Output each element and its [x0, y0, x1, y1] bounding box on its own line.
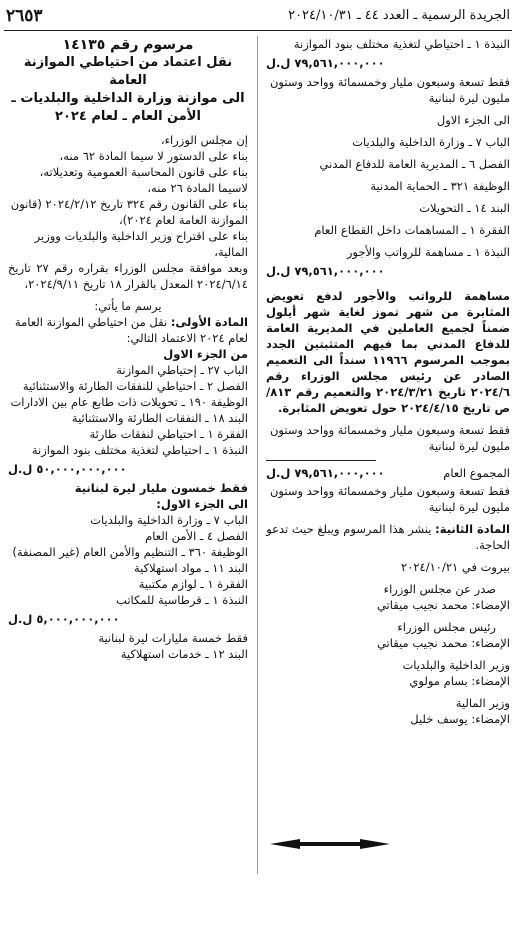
article-one-text: نقل من احتياطي الموازنة العامة لعام ٢٠٢٤ الاعتماد التالي:: [14, 315, 248, 345]
text-line: البند ١١ ـ مواد استهلاكية: [133, 561, 248, 575]
text-line: النبذة ١ ـ احتياطي لتغذية مختلف بنود الموازنة: [31, 443, 248, 457]
article-one-label: المادة الأولى:: [170, 315, 248, 329]
amount: ٥٠,٠٠٠,٠٠٠,٠٠٠ ل.ل: [8, 462, 127, 476]
article-two-label: المادة الثانية:: [435, 522, 510, 536]
decree-title-line: الأمن العام ـ لعام ٢٠٢٤: [55, 109, 201, 124]
decree-line: يرسم ما يأتي:: [94, 299, 162, 313]
article-two-text: ينشر هذا المرسوم ويبلغ حيث تدعو الحاجة.: [266, 522, 510, 552]
text-line: مليون ليرة لبنانية: [428, 91, 510, 105]
preamble-line: بناء على الدستور لا سيما المادة ٦٢ منه،: [59, 149, 248, 163]
article-one: [8, 314, 248, 346]
text-line: النبذة ١ ـ مساهمة للرواتب والأجور: [346, 245, 510, 259]
decree-number: مرسوم رقم ١٤١٣٥: [62, 37, 194, 53]
text-line: الفقرة ١ ـ احتياطي لنفقات طارئة: [89, 427, 248, 441]
place-date: بيروت في ٢٠٢٤/١٠/٢١: [401, 560, 510, 574]
page-header: [4, 6, 512, 28]
text-line: فقط تسعة وسبعون مليار وخمسمائة وواحد وستون: [269, 423, 510, 437]
text-line: الوظيفة ٣٦٠ ـ التنظيم والأمن العام (غير المصنفة): [12, 545, 248, 559]
header-title: الجريدة الرسمية ـ العدد ٤٤ ـ ٢٠٢٤/١٠/٣١: [288, 8, 510, 23]
text-line: الوظيفة ٣٢١ ـ الحماية المدنية: [370, 179, 510, 193]
preamble-line: بناء على قانون المحاسبة العمومية وتعديلاته، لاسيما المادة ٢٦ منه،: [39, 165, 248, 195]
signature-title: وزير المالية: [455, 696, 510, 710]
text-line: البند ١٢ ـ خدمات استهلاكية: [120, 647, 248, 661]
text-line: الباب ٧ ـ وزارة الداخلية والبلديات: [352, 135, 510, 149]
text-line: مليون ليرة لبنانية: [428, 439, 510, 453]
bold-paragraph: مساهمة للرواتب والأجور لدفع تعويض المثابرة من شهر تموز لغاية شهر أيلول ضمناً لجميع العاملين في المديرية العامة للدفاع المدني بما فيهم المتثبتين الجدد بموجب المرسوم ١١٩٦٦ سنداً الى التعميم الصادر عن رئيس مجلس الوزراء رقم ٢٠٢٤/٦ تاريخ ٢٠٢٤/٣/٢١ والتعميم رقم ٨١٣/ص تاريخ ٢٠٢٤/٤/١٥ حول تعويض المثابرة.: [266, 289, 510, 415]
text-line: الباب ٢٧ ـ إحتياطي الموازنة: [116, 363, 248, 377]
text-line: الفقرة ١ ـ المساهمات داخل القطاع العام: [314, 223, 510, 237]
column-divider: [257, 36, 258, 874]
total-label: المجموع العام: [443, 466, 510, 480]
preamble-line: وبعد موافقة مجلس الوزراء بقراره رقم ٢٧ تاريخ ٢٠٢٤/٦/١٤ المعدل بالقرار ١٨ تاريخ ٢٠٢٤/٩/١١،: [8, 261, 248, 291]
amount-words: فقط خمسون مليار ليرة لبنانية: [74, 481, 248, 495]
preamble-line: بناء على القانون رقم ٣٢٤ تاريخ ٢٠٢٤/٢/١٢ (قانون الموازنة العامة لعام ٢٠٢٤)،: [10, 197, 248, 227]
signature-title: وزير الداخلية والبلديات: [402, 658, 510, 672]
preamble-line: إن مجلس الوزراء،: [160, 133, 248, 147]
text-line: مليون ليرة لبنانية: [428, 500, 510, 514]
text-line: الفقرة ١ ـ لوازم مكتبية: [138, 577, 248, 591]
amount: ٧٩,٥٦١,٠٠٠,٠٠٠ ل.ل: [266, 56, 385, 70]
text-line: النبذة ١ ـ قرطاسية للمكاتب: [116, 593, 248, 607]
end-arrow-icon: [270, 838, 390, 850]
text-line: الباب ٧ ـ وزارة الداخلية والبلديات: [90, 513, 248, 527]
signature-name: الإمضاء: محمد نجيب ميقاتي: [376, 598, 510, 612]
amount: ٥,٠٠٠,٠٠٠,٠٠٠ ل.ل: [8, 612, 120, 626]
preamble-line: بناء على اقتراح وزير الداخلية والبلديات ووزير المالية،: [34, 229, 248, 259]
total-amount: ٧٩,٥٦١,٠٠٠,٠٠٠ ل.ل: [266, 466, 385, 480]
signature-name: الإمضاء: محمد نجيب ميقاتي: [376, 636, 510, 650]
signature-title: رئيس مجلس الوزراء: [397, 620, 496, 634]
text-line: الفصل ٤ ـ الأمن العام: [145, 529, 248, 543]
right-column: [266, 36, 510, 727]
signature-name: الإمضاء: يوسف خليل: [410, 712, 510, 726]
decree-title-line: نقل اعتماد من احتياطي الموازنة العامة: [23, 55, 233, 88]
from-heading: من الجزء الاول: [163, 347, 248, 361]
text-line: الفصل ٦ ـ المديرية العامة للدفاع المدني: [319, 157, 510, 171]
text-line: الى الجزء الاول: [436, 113, 510, 127]
total-rule: [266, 460, 376, 461]
amount: ٧٩,٥٦١,٠٠٠,٠٠٠ ل.ل: [266, 264, 385, 278]
text-line: فقط تسعة وسبعون مليار وخمسمائة وواحد وستون: [269, 484, 510, 498]
decree-title-line: الى موازنة وزارة الداخلية والبلديات ـ: [11, 91, 245, 106]
text-line: النبذة ١ ـ احتياطي لتغذية مختلف بنود الموازنة: [293, 37, 510, 51]
text-line: الوظيفة ١٩٠ ـ تحويلات ذات طابع عام بين الادارات: [10, 395, 248, 409]
signature-name: الإمضاء: بسام مولوي: [409, 674, 510, 688]
to-heading: الى الجزء الاول:: [156, 497, 248, 511]
signature-title: صدر عن مجلس الوزراء: [383, 582, 496, 596]
text-line: فقط تسعة وسبعون مليار وخمسمائة وواحد وستون: [269, 75, 510, 89]
text-line: البند ١٨ ـ النفقات الطارئة والاستثنائية: [71, 411, 248, 425]
left-column: [8, 36, 248, 662]
text-line: البند ١٤ ـ التحويلات: [419, 201, 510, 215]
page-number: ٢٦٥٣: [6, 6, 43, 26]
amount-words: فقط خمسة مليارات ليرة لبنانية: [98, 631, 248, 645]
header-rule: [4, 30, 512, 31]
article-two: [266, 521, 510, 553]
text-line: الفصل ٢ ـ احتياطي للنفقات الطارئة والاستثنائية: [22, 379, 248, 393]
